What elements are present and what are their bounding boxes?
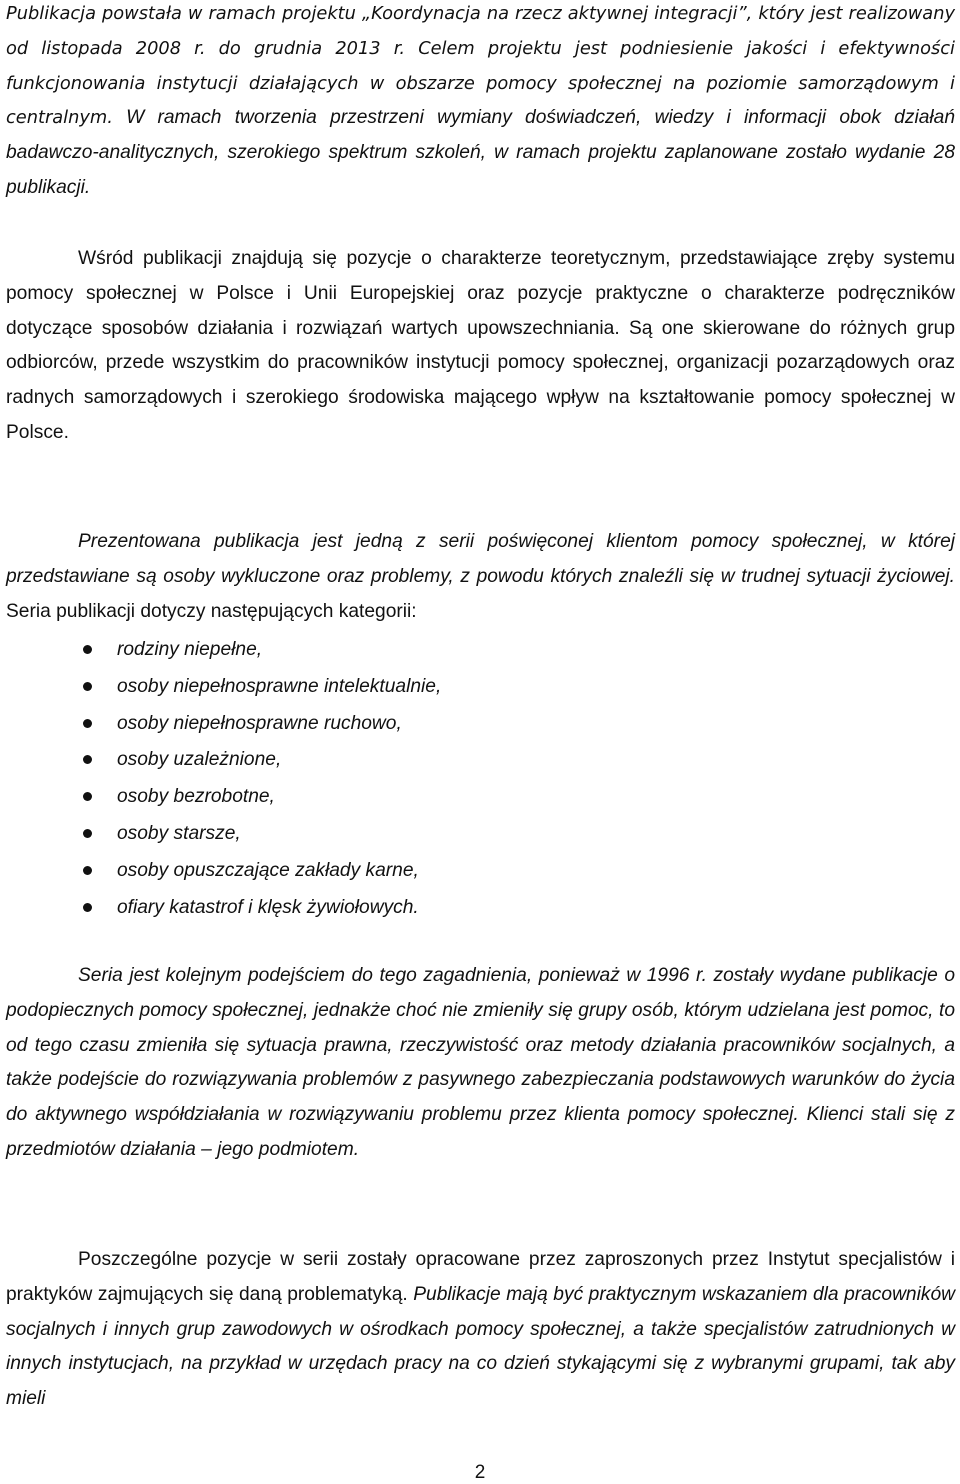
list-item <box>6 891 441 928</box>
list-item <box>6 854 441 891</box>
list-item <box>6 780 441 817</box>
list-item <box>6 817 441 854</box>
bullet-icon <box>83 719 92 728</box>
bullet-icon <box>83 829 92 838</box>
paragraph-series-intro-a: Prezentowana publikacja jest jedną z serii poświęconej klientom pomocy społecznej, w której przedstawiane są osoby wykluczone oraz problemy, z powodu których znaleźli się w trudnej sytuacji życiowej. <box>6 531 955 587</box>
list-item-label: osoby starsze, <box>117 822 241 844</box>
bullet-icon <box>83 792 92 801</box>
list-item <box>6 670 441 707</box>
paragraph-project-intro <box>6 0 955 206</box>
category-list <box>6 633 441 927</box>
list-item-label: osoby bezrobotne, <box>117 786 275 808</box>
paragraph-series-authors-b: Publikacje mają być praktycznym wskazaniem dla pracowników socjalnych i innych grup zawodowych w ośrodkach pomocy społecznej, a także specjalistów zatrudnionych w innych instytucjach, na przykład w urzędach pracy na co dzień stykającymi się z wybranymi grupami, tak aby mieli <box>6 1283 955 1410</box>
list-item <box>6 743 441 780</box>
bullet-icon <box>83 682 92 691</box>
paragraph-project-intro-b: W ramach tworzenia przestrzeni wymiany doświadczeń, wiedzy i informacji obok działań badawczo-analitycznych, szerokiego spektrum szkoleń, w ramach projektu zaplanowane zostało wydanie 28 publikacji. <box>6 107 955 198</box>
list-item-label: osoby niepełnosprawne intelektualnie, <box>117 675 442 697</box>
paragraph-series-authors <box>6 1243 955 1417</box>
bullet-icon <box>83 866 92 875</box>
bullet-icon <box>83 755 92 764</box>
list-item-label: rodziny niepełne, <box>117 639 263 660</box>
paragraph-series-history: Seria jest kolejnym podejściem do tego zagadnienia, ponieważ w 1996 r. zostały wydane publikacje o podopiecznych pomocy społecznej, jednakże choć nie zmieniły się grupy osób, którym udzielana jest pomoc, to od tego czasu zmieniła się sytuacja prawna, rzeczywistość oraz metody działania pracowników socjalnych, a także podejście do rozwiązywania problemów z pasywnego zabezpieczania podstawowych warunków do życia do aktywnego współdziałania w rozwiązywaniu problemu przez klienta pomocy społecznej. Klienci stali się z przedmiotów działania – jego podmiotem. <box>6 965 955 1160</box>
list-item <box>6 633 441 670</box>
list-item-label: osoby uzależnione, <box>117 749 282 771</box>
bullet-icon <box>83 903 92 912</box>
list-item-label: ofiary katastrof i klęsk żywiołowych. <box>117 896 419 918</box>
list-item <box>6 707 441 744</box>
paragraph-publications-overview: Wśród publikacji znajdują się pozycje o charakterze teoretycznym, przedstawiające zręby systemu pomocy społecznej w Polsce i Unii Europejskiej oraz pozycje praktyczne o charakterze podręczników dotyczące sposobów działania i rozwiązań wartych upowszechniania. Są one skierowane do różnych grup odbiorców, przede wszystkim do pracowników instytucji pomocy społecznej, organizacji pozarządowych oraz radnych samorządowych i szerokiego środowiska mającego wpływ na kształtowanie pomocy społecznej w Polsce. <box>6 248 955 443</box>
list-item-label: osoby niepełnosprawne ruchowo, <box>117 712 402 734</box>
bullet-icon <box>83 645 92 654</box>
paragraph-project-intro-a: Publikacja powstała w ramach projektu „Koordynacja na rzecz aktywnej integracji”, który jest realizowany od listopada 2008 r. do grudnia 2013 r. Celem projektu jest podniesienie jakości i efektywności funkcjonowania instytucji działających w obszarze pomocy społecznej na poziomie samorządowym i centralnym. <box>6 3 955 129</box>
paragraph-series-authors-a: Poszczególne pozycje w serii zostały opracowane przez zaproszonych przez Instytut specjalistów i praktyków zajmujących się daną problematyką. <box>6 1249 955 1305</box>
paragraph-series-intro-b: Seria publikacji dotyczy następujących kategorii: <box>6 600 417 622</box>
page-number: 2 <box>474 1462 486 1483</box>
paragraph-series-intro <box>6 525 955 629</box>
list-item-label: osoby opuszczające zakłady karne, <box>117 859 419 881</box>
